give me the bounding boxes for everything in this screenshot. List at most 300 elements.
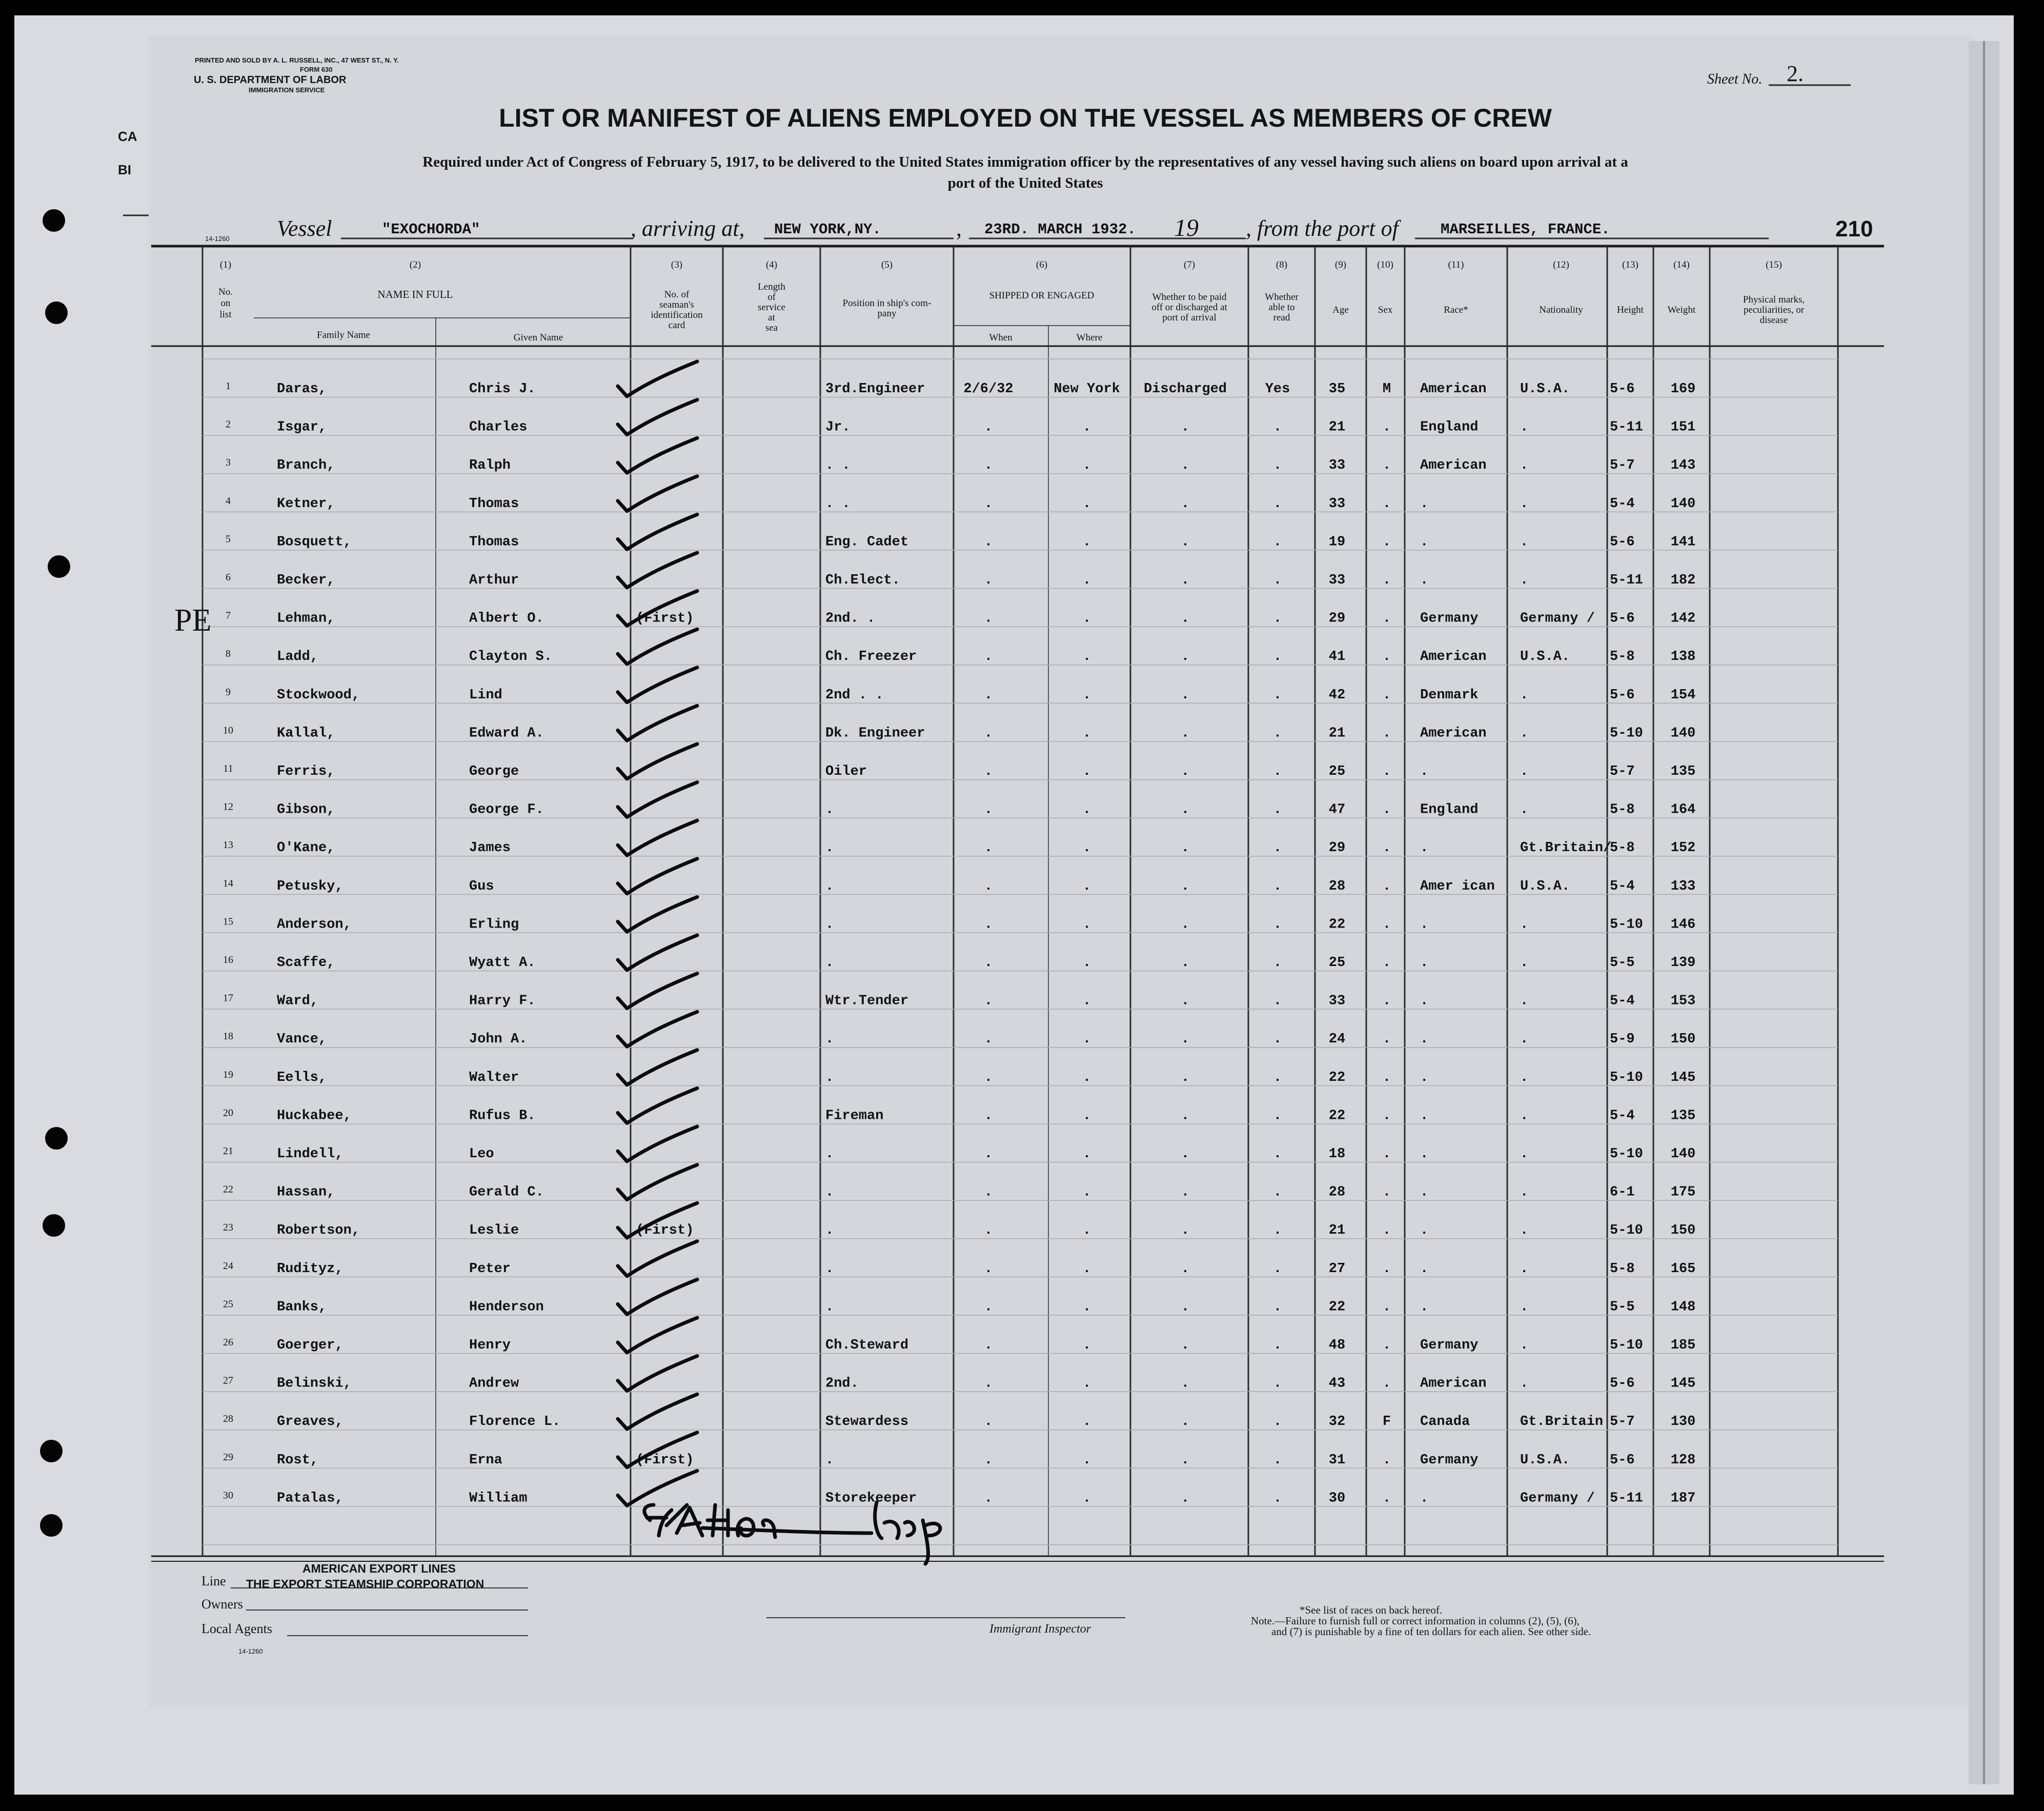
- sheet-number: 2.: [1787, 61, 1804, 86]
- svg-text:(13): (13): [1622, 259, 1638, 270]
- cell-position: .: [825, 878, 834, 894]
- cell-sex: .: [1382, 611, 1391, 627]
- cell-given: Lind: [469, 687, 502, 703]
- svg-text:SHIPPED OR ENGAGED: SHIPPED OR ENGAGED: [989, 290, 1095, 301]
- cell-nat: U.S.A.: [1520, 1452, 1570, 1468]
- cell-when: .: [984, 726, 993, 741]
- cell-age: 32: [1328, 1414, 1346, 1430]
- printer-form: FORM 630: [300, 66, 333, 73]
- cell-given: John A.: [469, 1032, 528, 1048]
- cell-height: 5-4: [1610, 878, 1635, 894]
- cell-height: 5-8: [1610, 649, 1635, 665]
- cell-family: Huckabee,: [277, 1108, 352, 1124]
- cell-race: American: [1420, 1376, 1487, 1392]
- cell-sex: .: [1382, 419, 1391, 435]
- svg-text:(8): (8): [1276, 259, 1288, 270]
- cell-age: 25: [1328, 764, 1346, 779]
- cell-nat: Gt.Britain: [1520, 1414, 1604, 1430]
- svg-text:Given Name: Given Name: [513, 332, 563, 343]
- cell-given: Wyatt A.: [469, 955, 536, 971]
- cell-position: .: [825, 1032, 834, 1048]
- cell-read: .: [1273, 802, 1282, 818]
- cell-where: .: [1082, 534, 1091, 550]
- cell-paid: .: [1181, 955, 1190, 971]
- svg-text:Position in ship's com-: Position in ship's com-: [842, 298, 932, 309]
- cell-age: 28: [1328, 1184, 1346, 1200]
- cell-age: 42: [1328, 687, 1346, 703]
- cell-sex: .: [1382, 649, 1391, 665]
- cell-paid: .: [1181, 1223, 1190, 1239]
- cell-when: .: [984, 917, 993, 933]
- cell-sex: .: [1382, 1184, 1391, 1200]
- svg-text:Where: Where: [1076, 332, 1103, 343]
- cell-family: Daras,: [277, 381, 327, 397]
- cell-given: Thomas: [469, 534, 519, 550]
- cell-weight: 150: [1670, 1223, 1696, 1239]
- cell-position: .: [825, 955, 834, 971]
- cell-read: .: [1273, 419, 1282, 435]
- cell-no: 13: [223, 839, 233, 851]
- cell-race: .: [1420, 1299, 1429, 1315]
- cell-weight: 150: [1670, 1032, 1696, 1048]
- cell-sex: .: [1382, 573, 1391, 588]
- cell-where: .: [1082, 649, 1091, 665]
- cell-given: Leslie: [469, 1223, 519, 1239]
- cell-family: Ward,: [277, 993, 319, 1009]
- cell-weight: 135: [1670, 764, 1696, 779]
- footer-note-2: Note.—Failure to furnish full or correct information in columns (2), (5), (6),: [1251, 1615, 1580, 1627]
- cell-no: 18: [223, 1031, 233, 1042]
- cell-when: .: [984, 419, 993, 435]
- cell-position: .: [825, 1070, 834, 1085]
- cell-card: (First): [636, 1223, 694, 1239]
- cell-where: .: [1082, 726, 1091, 741]
- cell-height: 5-11: [1610, 1491, 1643, 1506]
- svg-text:of: of: [767, 292, 776, 303]
- cell-height: 5-6: [1610, 1376, 1635, 1392]
- cell-sex: M: [1382, 381, 1391, 397]
- cell-age: 33: [1328, 496, 1346, 512]
- cell-family: Branch,: [277, 458, 335, 474]
- cell-height: 5-7: [1610, 764, 1635, 779]
- cell-position: Ch.Steward: [825, 1338, 909, 1353]
- cell-when: .: [984, 878, 993, 894]
- cell-where: .: [1082, 993, 1091, 1009]
- arrival-place: NEW YORK,NY.: [774, 221, 881, 238]
- svg-text:Nationality: Nationality: [1539, 305, 1583, 315]
- cell-given: Florence L.: [469, 1414, 561, 1430]
- cell-read: Yes: [1265, 381, 1290, 397]
- cell-given: George: [469, 764, 519, 779]
- cell-race: .: [1420, 496, 1429, 512]
- cell-when: .: [984, 955, 993, 971]
- cell-given: James: [469, 840, 511, 856]
- cell-weight: 151: [1670, 419, 1696, 435]
- cell-age: 18: [1328, 1146, 1346, 1162]
- cell-nat: .: [1520, 726, 1529, 741]
- cell-nat: .: [1520, 496, 1529, 512]
- cell-position: .: [825, 840, 834, 856]
- cell-age: 22: [1328, 1299, 1346, 1315]
- cell-height: 5-4: [1610, 496, 1635, 512]
- cell-nat: .: [1520, 917, 1529, 933]
- cell-weight: 142: [1670, 611, 1696, 627]
- cell-height: 5-6: [1610, 687, 1635, 703]
- cell-height: 5-10: [1610, 726, 1643, 741]
- cell-age: 30: [1328, 1491, 1346, 1506]
- arriving-label: , arriving at,: [631, 216, 745, 241]
- cell-when: .: [984, 1184, 993, 1200]
- cell-height: 6-1: [1610, 1184, 1635, 1200]
- cell-paid: .: [1181, 1108, 1190, 1124]
- cell-weight: 143: [1670, 458, 1696, 474]
- cell-position: Oiler: [825, 764, 867, 779]
- cell-nat: .: [1520, 1223, 1529, 1239]
- department: U. S. DEPARTMENT OF LABOR: [194, 74, 347, 86]
- cell-given: Edward A.: [469, 726, 544, 741]
- svg-text:(1): (1): [219, 259, 232, 270]
- cell-sex: .: [1382, 1338, 1391, 1353]
- cell-given: Gus: [469, 878, 494, 894]
- svg-text:list: list: [219, 309, 232, 320]
- cell-when: .: [984, 1146, 993, 1162]
- cell-paid: .: [1181, 840, 1190, 856]
- cell-where: .: [1082, 840, 1091, 856]
- cell-weight: 187: [1670, 1491, 1696, 1506]
- cell-race: .: [1420, 917, 1429, 933]
- cell-family: Ladd,: [277, 649, 319, 665]
- cell-age: 28: [1328, 878, 1346, 894]
- subtitle-line-2: port of the United States: [947, 175, 1103, 191]
- cell-family: Becker,: [277, 573, 335, 588]
- cell-nat: .: [1520, 419, 1529, 435]
- cell-read: .: [1273, 1032, 1282, 1048]
- cell-weight: 145: [1670, 1070, 1696, 1085]
- cell-sex: .: [1382, 764, 1391, 779]
- cell-position: 2nd. .: [825, 611, 876, 627]
- footer-note-1: *See list of races on back hereof.: [1300, 1604, 1443, 1616]
- agents-label: Local Agents: [201, 1621, 272, 1636]
- cell-nat: .: [1520, 534, 1529, 550]
- cell-nat: Germany /: [1520, 1491, 1595, 1506]
- cell-height: 5-5: [1610, 1299, 1635, 1315]
- cell-family: Hassan,: [277, 1184, 335, 1200]
- cell-nat: Germany /: [1520, 611, 1595, 627]
- cell-family: Goerger,: [277, 1338, 343, 1353]
- cell-where: .: [1082, 1299, 1091, 1315]
- from-label: , from the port of: [1246, 216, 1399, 241]
- cell-age: 21: [1328, 726, 1346, 741]
- cell-race: Germany: [1420, 611, 1479, 627]
- cell-position: .: [825, 917, 834, 933]
- cell-given: Clayton S.: [469, 649, 553, 665]
- cell-weight: 154: [1670, 687, 1696, 703]
- cell-weight: 139: [1670, 955, 1696, 971]
- cell-family: Robertson,: [277, 1223, 360, 1239]
- cell-race: Germany: [1420, 1452, 1479, 1468]
- svg-text:Whether: Whether: [1265, 292, 1299, 303]
- svg-text:on: on: [220, 298, 231, 309]
- cell-sex: .: [1382, 802, 1391, 818]
- cell-weight: 169: [1670, 381, 1696, 397]
- cell-where: .: [1082, 419, 1091, 435]
- cell-family: Banks,: [277, 1299, 327, 1315]
- cell-where: .: [1082, 1414, 1091, 1430]
- cell-age: 29: [1328, 611, 1346, 627]
- cell-sex: .: [1382, 1108, 1391, 1124]
- svg-text:No. of: No. of: [664, 289, 690, 300]
- cell-race: Germany: [1420, 1338, 1479, 1353]
- cell-no: 12: [223, 801, 233, 813]
- cell-family: Stockwood,: [277, 687, 360, 703]
- cell-paid: .: [1181, 1146, 1190, 1162]
- cell-position: .: [825, 802, 834, 818]
- cell-position: . .: [825, 496, 851, 512]
- cell-no: 28: [223, 1413, 233, 1425]
- vessel-label: Vessel: [277, 216, 332, 241]
- cell-card: (First): [636, 611, 694, 627]
- cell-paid: .: [1181, 687, 1190, 703]
- cell-no: 15: [223, 916, 233, 928]
- cell-where: .: [1082, 687, 1091, 703]
- cell-age: 22: [1328, 917, 1346, 933]
- svg-text:off or discharged at: off or discharged at: [1151, 302, 1227, 313]
- cell-nat: .: [1520, 1338, 1529, 1353]
- cell-paid: .: [1181, 1261, 1190, 1277]
- cell-age: 21: [1328, 419, 1346, 435]
- cell-height: 5-6: [1610, 534, 1635, 550]
- cell-family: Kallal,: [277, 726, 335, 741]
- cell-race: American: [1420, 649, 1487, 665]
- service: IMMIGRATION SERVICE: [249, 86, 325, 94]
- cell-nat: .: [1520, 1070, 1529, 1085]
- cell-given: Erling: [469, 917, 519, 933]
- svg-text:Family Name: Family Name: [317, 330, 370, 340]
- cell-age: 41: [1328, 649, 1346, 665]
- svg-text:(5): (5): [881, 259, 893, 270]
- cell-no: 9: [226, 686, 231, 698]
- cell-age: 29: [1328, 840, 1346, 856]
- cell-family: Bosquett,: [277, 534, 352, 550]
- cell-no: 21: [223, 1145, 233, 1157]
- cell-age: 47: [1328, 802, 1346, 818]
- cell-where: .: [1082, 764, 1091, 779]
- cell-family: Lehman,: [277, 611, 335, 627]
- cell-paid: .: [1181, 649, 1190, 665]
- underpage-fragment: BI: [118, 162, 131, 177]
- svg-text:NAME IN FULL: NAME IN FULL: [377, 288, 453, 300]
- cell-paid: .: [1181, 764, 1190, 779]
- cell-paid: .: [1181, 1414, 1190, 1430]
- svg-text:at: at: [768, 312, 775, 323]
- cell-when: .: [984, 611, 993, 627]
- cell-read: .: [1273, 1376, 1282, 1392]
- cell-race: .: [1420, 1184, 1429, 1200]
- cell-race: .: [1420, 1261, 1429, 1277]
- cell-paid: .: [1181, 1070, 1190, 1085]
- cell-read: .: [1273, 1491, 1282, 1506]
- inspector-label: Immigrant Inspector: [989, 1622, 1091, 1636]
- cell-sex: .: [1382, 993, 1391, 1009]
- svg-text:identification: identification: [651, 310, 703, 320]
- cell-height: 5-4: [1610, 1108, 1635, 1124]
- cell-position: Ch.Elect.: [825, 573, 900, 588]
- cell-given: George F.: [469, 802, 544, 818]
- cell-paid: .: [1181, 419, 1190, 435]
- cell-read: .: [1273, 1223, 1282, 1239]
- cell-height: 5-10: [1610, 1223, 1643, 1239]
- cell-where: .: [1082, 917, 1091, 933]
- cell-race: England: [1420, 802, 1479, 818]
- cell-family: Lindell,: [277, 1146, 343, 1162]
- cell-no: 25: [223, 1298, 233, 1310]
- cell-family: Rost,: [277, 1452, 319, 1468]
- cell-when: .: [984, 1223, 993, 1239]
- cell-height: 5-6: [1610, 1452, 1635, 1468]
- cell-paid: .: [1181, 458, 1190, 474]
- cell-family: Ketner,: [277, 496, 335, 512]
- cell-given: Henry: [469, 1338, 511, 1353]
- cell-height: 5-8: [1610, 1261, 1635, 1277]
- cell-sex: .: [1382, 687, 1391, 703]
- cell-where: .: [1082, 878, 1091, 894]
- cell-no: 20: [223, 1107, 233, 1119]
- cell-nat: .: [1520, 1184, 1529, 1200]
- cell-read: .: [1273, 1261, 1282, 1277]
- cell-nat: .: [1520, 687, 1529, 703]
- cell-weight: 133: [1670, 878, 1696, 894]
- cell-weight: 153: [1670, 993, 1696, 1009]
- list-number: 210: [1835, 216, 1873, 242]
- cell-nat: .: [1520, 764, 1529, 779]
- cell-no: 19: [223, 1069, 233, 1080]
- cell-given: Charles: [469, 419, 528, 435]
- cell-where: .: [1082, 496, 1091, 512]
- cell-given: Arthur: [469, 573, 519, 588]
- cell-sex: .: [1382, 726, 1391, 741]
- cell-given: Andrew: [469, 1376, 519, 1392]
- cell-family: Isgar,: [277, 419, 327, 435]
- cell-position: Wtr.Tender: [825, 993, 909, 1009]
- cell-when: .: [984, 1338, 993, 1353]
- cell-when: .: [984, 1376, 993, 1392]
- cell-weight: 145: [1670, 1376, 1696, 1392]
- cell-where: .: [1082, 1223, 1091, 1239]
- cell-position: .: [825, 1261, 834, 1277]
- svg-text:card: card: [668, 320, 685, 331]
- cell-age: 48: [1328, 1338, 1346, 1353]
- svg-text:(6): (6): [1036, 259, 1048, 270]
- cell-given: Peter: [469, 1261, 511, 1277]
- cell-paid: .: [1181, 802, 1190, 818]
- cell-weight: 128: [1670, 1452, 1696, 1468]
- svg-text:sea: sea: [765, 323, 778, 333]
- cell-sex: .: [1382, 917, 1391, 933]
- svg-text:Race*: Race*: [1444, 305, 1468, 315]
- svg-text:disease: disease: [1759, 315, 1788, 326]
- cell-weight: 175: [1670, 1184, 1696, 1200]
- cell-age: 33: [1328, 458, 1346, 474]
- cell-when: .: [984, 1032, 993, 1048]
- cell-position: 2nd . .: [825, 687, 884, 703]
- svg-text:(15): (15): [1766, 259, 1782, 270]
- cell-no: 17: [223, 992, 233, 1004]
- cell-weight: 152: [1670, 840, 1696, 856]
- cell-position: Dk. Engineer: [825, 726, 925, 741]
- cell-height: 5-6: [1610, 611, 1635, 627]
- cell-read: .: [1273, 458, 1282, 474]
- cell-race: .: [1420, 573, 1429, 588]
- cell-position: Stewardess: [825, 1414, 909, 1430]
- cell-age: 24: [1328, 1032, 1346, 1048]
- svg-text:Height: Height: [1617, 305, 1644, 315]
- cell-weight: 146: [1670, 917, 1696, 933]
- cell-nat: .: [1520, 1032, 1529, 1048]
- cell-given: Walter: [469, 1070, 519, 1085]
- cell-paid: .: [1181, 1184, 1190, 1200]
- cell-age: 25: [1328, 955, 1346, 971]
- cell-read: .: [1273, 840, 1282, 856]
- cell-where: .: [1082, 1491, 1091, 1506]
- cell-nat: .: [1520, 1299, 1529, 1315]
- cell-where: .: [1082, 802, 1091, 818]
- departure-port: MARSEILLES, FRANCE.: [1441, 221, 1610, 238]
- cell-sex: .: [1382, 1032, 1391, 1048]
- cell-age: 43: [1328, 1376, 1346, 1392]
- cell-race: American: [1420, 726, 1487, 741]
- cell-family: Gibson,: [277, 802, 335, 818]
- cell-sex: .: [1382, 1452, 1391, 1468]
- cell-no: 27: [223, 1375, 233, 1386]
- year-prefix: 19: [1174, 214, 1199, 242]
- cell-read: .: [1273, 496, 1282, 512]
- cell-sex: .: [1382, 496, 1391, 512]
- cell-position: .: [825, 1452, 834, 1468]
- cell-height: 5-11: [1610, 573, 1643, 588]
- cell-position: Eng. Cadet: [825, 534, 909, 550]
- cell-race: .: [1420, 993, 1429, 1009]
- cell-family: O'Kane,: [277, 840, 335, 856]
- cell-race: .: [1420, 1223, 1429, 1239]
- cell-read: .: [1273, 917, 1282, 933]
- cell-height: 5-7: [1610, 1414, 1635, 1430]
- cell-paid: .: [1181, 573, 1190, 588]
- cell-given: Albert O.: [469, 611, 544, 627]
- cell-nat: Gt.Britain/: [1520, 840, 1612, 856]
- cell-height: 5-5: [1610, 955, 1635, 971]
- cell-position: Ch. Freezer: [825, 649, 917, 665]
- cell-sex: .: [1382, 955, 1391, 971]
- sheet-label: Sheet No.: [1707, 71, 1763, 87]
- cell-race: .: [1420, 764, 1429, 779]
- cell-read: .: [1273, 1452, 1282, 1468]
- cell-race: England: [1420, 419, 1479, 435]
- cell-sex: .: [1382, 840, 1391, 856]
- cell-race: American: [1420, 458, 1487, 474]
- cell-nat: .: [1520, 1376, 1529, 1392]
- cell-when: .: [984, 1108, 993, 1124]
- cell-read: .: [1273, 878, 1282, 894]
- cell-no: 6: [226, 572, 231, 583]
- cell-paid: .: [1181, 1032, 1190, 1048]
- cell-weight: 140: [1670, 1146, 1696, 1162]
- svg-text:read: read: [1273, 312, 1290, 323]
- cell-height: 5-4: [1610, 993, 1635, 1009]
- arrival-date: 23RD. MARCH 1932.: [984, 221, 1136, 238]
- cell-where: .: [1082, 1452, 1091, 1468]
- cell-given: William: [469, 1491, 528, 1506]
- cell-paid: .: [1181, 726, 1190, 741]
